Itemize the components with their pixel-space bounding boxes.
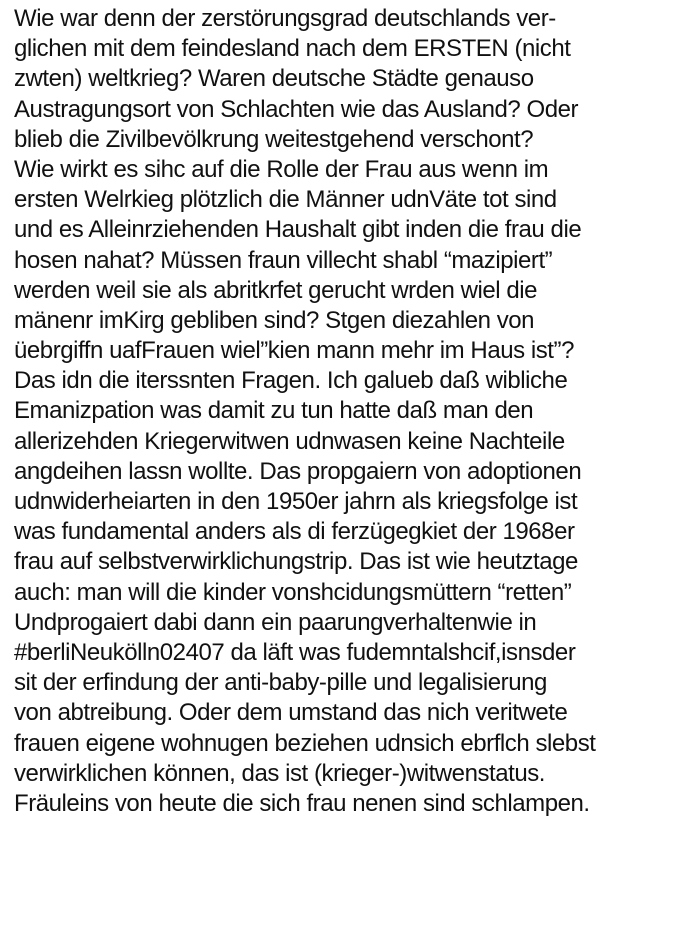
- text-line: blieb die Zivilbevölkrung weitestgehend verschont?: [14, 125, 534, 153]
- text-line: auch: man will die kinder vonshcidungsmüttern “retten”: [14, 578, 572, 606]
- text-line: angdeihen lassn wollte. Das propgaiern von adoptionen: [14, 457, 582, 485]
- text-line: Fräuleins von heute die sich frau nenen sind schlampen.: [14, 789, 590, 817]
- text-line: mänenr imKirg gebliben sind? Stgen diezahlen von: [14, 306, 535, 334]
- text-line: udnwiderheiarten in den 1950er jahrn als kriegsfolge ist: [14, 488, 578, 515]
- text-line: von abtreibung. Oder dem umstand das nich veritwete: [14, 699, 568, 727]
- text-line: ersten Welrkieg plötzlich die Männer udnVäte tot sind: [14, 186, 557, 214]
- text-line: Austragungsort von Schlachten wie das Ausland? Oder: [14, 95, 579, 123]
- text-line: hosen nahat? Müssen fraun villecht shabl “mazipiert”: [14, 246, 553, 274]
- text-line: Wie war denn der zerstörungsgrad deutschlands ver-: [14, 5, 556, 32]
- text-line: Emanizpation was damit zu tun hatte daß man den: [14, 397, 534, 425]
- text-line: werden weil sie als abritkrfet gerucht wrden wiel die: [14, 276, 538, 304]
- text-line: glichen mit dem feindesland nach dem ERSTEN (nicht: [14, 35, 571, 63]
- text-line: sit der erfindung der anti-baby-pille und legalisierung: [14, 669, 547, 697]
- text-line: was fundamental anders als di ferzügegkiet der 1968er: [14, 518, 575, 546]
- text-line: allerizehden Kriegerwitwen udnwasen keine Nachteile: [14, 427, 565, 455]
- body-text: [14, 4, 682, 819]
- text-line: frau auf selbstverwirklichungstrip. Das ist wie heutztage: [14, 548, 578, 576]
- text-line: Undprogaiert dabi dann ein paarungverhaltenwie in: [14, 608, 537, 636]
- text-line: Das idn die iterssnten Fragen. Ich galueb daß wibliche: [14, 367, 568, 395]
- text-line: verwirklichen können, das ist (krieger-)witwenstatus.: [14, 759, 546, 787]
- text-line: Wie wirkt es sihc auf die Rolle der Frau aus wenn im: [14, 155, 549, 183]
- text-line: üebrgiffn uafFrauen wiel”kien mann mehr im Haus ist”?: [14, 337, 574, 365]
- text-line: zwten) weltkrieg? Waren deutsche Städte genauso: [14, 65, 534, 93]
- text-line: #berliNeukölln02407 da läft was fudemntalshcif,isnsder: [14, 638, 576, 666]
- text-line: frauen eigene wohnugen beziehen udnsich ebrflch slebst: [14, 729, 596, 757]
- text-line: und es Alleinrziehenden Haushalt gibt inden die frau die: [14, 216, 582, 244]
